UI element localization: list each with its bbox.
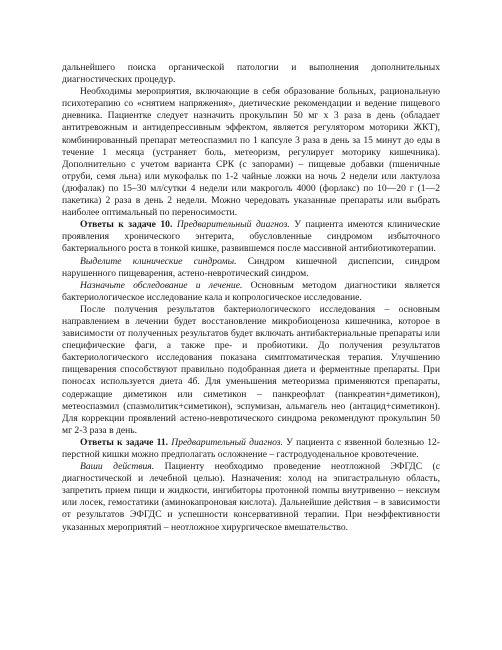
paragraph-text: Пациенту необходимо проведение неотложной ЭФГДС (с диагностической и лечебной целью). Назначения: холод на эпигастральную область, запретить прием пищи и жидкости, ингибиторы протонной помпы внутривенно – нексиум или лосек, гемостатики (аминокапроновая кислота). Дальнейшие действия – в зависимости от результатов ЭФГДС и успешности консервативной терапии. При неэффективности указанных мероприятий – неотложное хирургическое вмешательство. <box>62 461 440 533</box>
paragraph-task11-actions <box>62 461 440 534</box>
paragraph-text: дальнейшего поиска органической патологии и выполнения дополнительных диагностических процедур. <box>62 62 440 86</box>
paragraph-text: Основным методом диагностики является бактериологическое исследование кала и копрологическое исследование. <box>62 279 440 303</box>
paragraph-lead: Предварительный диагноз. <box>171 436 283 448</box>
paragraph-task10-therapy <box>62 304 440 437</box>
paragraph-task11-diagnosis <box>62 437 440 461</box>
paragraph-text: У пациента с язвенной болезнью 12-перстной кишки можно предполагать осложнение – гастродуоденальное кровотечение. <box>62 436 440 460</box>
paragraph-lead: Предварительный диагноз. <box>176 219 290 231</box>
task-heading: Ответы к задаче 11. <box>80 436 169 448</box>
paragraph-text: После получения результатов бактериологического исследования – основным направлением в лечении будет восстановление микробиоценоза кишечника, которое в зависимости от полученных результатов будет включать антибактериальные препараты или специфические фаги, а также пре- и пробиотики. До получения результатов бактериологического исследования показана симптоматическая терапия. Улучшению пищеварения способствуют правильно подобранная диета и ферментные препараты. При поносах используется диета 4б. Для уменьшения метеоризма применяются препараты, содержащие диметикон или симетикон – панкреофлат (панкреатин+диметикон), метеоспазмил (спазмолитик+симетикон), эспумизан, альмагель нео (антацид+симетикон). Для коррекции проявлений астено-невротического синдрома рекомендуют прокульпин 50 мг 2-3 раза в день. <box>62 303 440 436</box>
paragraph-text: Необходимы мероприятия, включающие в себя образование больных, рациональную психотерапию со «снятием напряжения», диетические рекомендации и ведение пищевого дневника. Пациентке следует назначить прокульпин 50 мг х 3 раза в день (обладает антитревожным и антидепрессивным эффектом, является регулятором моторики ЖКТ), комбинированный препарат метеоспазмил по 1 капсуле 3 раза в день за 15 минут до еды в течение 1 месяца (устраняет боль, метеоризм, регулирует моторику кишечника). Дополнительно с учетом варианта СРК (с запорами) – пищевые добавки (пшеничные отруби, семя льна) или мукофальк по 1-2 чайные ложки на ночь 2 недели или лактулоза (дюфалак) по 15–30 мл/сутки 4 недели или макроголь 4000 (форлакс) по 10—20 г (1—2 пакетика) 2 раза в день 2 недели. Можно чередовать указанные препараты или выбрать наиболее оптимальный по переносимости. <box>62 86 440 219</box>
paragraph-task10-diagnosis <box>62 219 440 255</box>
paragraph-text: У пациента имеются клинические проявления хронического энтерита, обусловленные синдромом избыточного бактериального роста в тонкой кишке, развившемся после массивной антибиотикотерапии. <box>62 219 441 255</box>
task-heading: Ответы к задаче 10. <box>80 219 173 231</box>
paragraph-lead: Назначьте обследование и лечение. <box>80 279 243 291</box>
paragraph-task10-exam <box>62 280 440 304</box>
paragraph-task10-syndromes <box>62 256 440 280</box>
paragraph-lead: Ваши действия. <box>80 461 155 473</box>
paragraph-continuation <box>62 62 440 86</box>
paragraph-lead: Выделите клинические синдромы. <box>80 255 237 267</box>
paragraph-text: Синдром кишечной диспепсии, синдром нарушенного пищеварения, астено-невротический синдром. <box>62 255 441 279</box>
paragraph-treatment <box>62 86 440 219</box>
document-page <box>62 62 440 534</box>
